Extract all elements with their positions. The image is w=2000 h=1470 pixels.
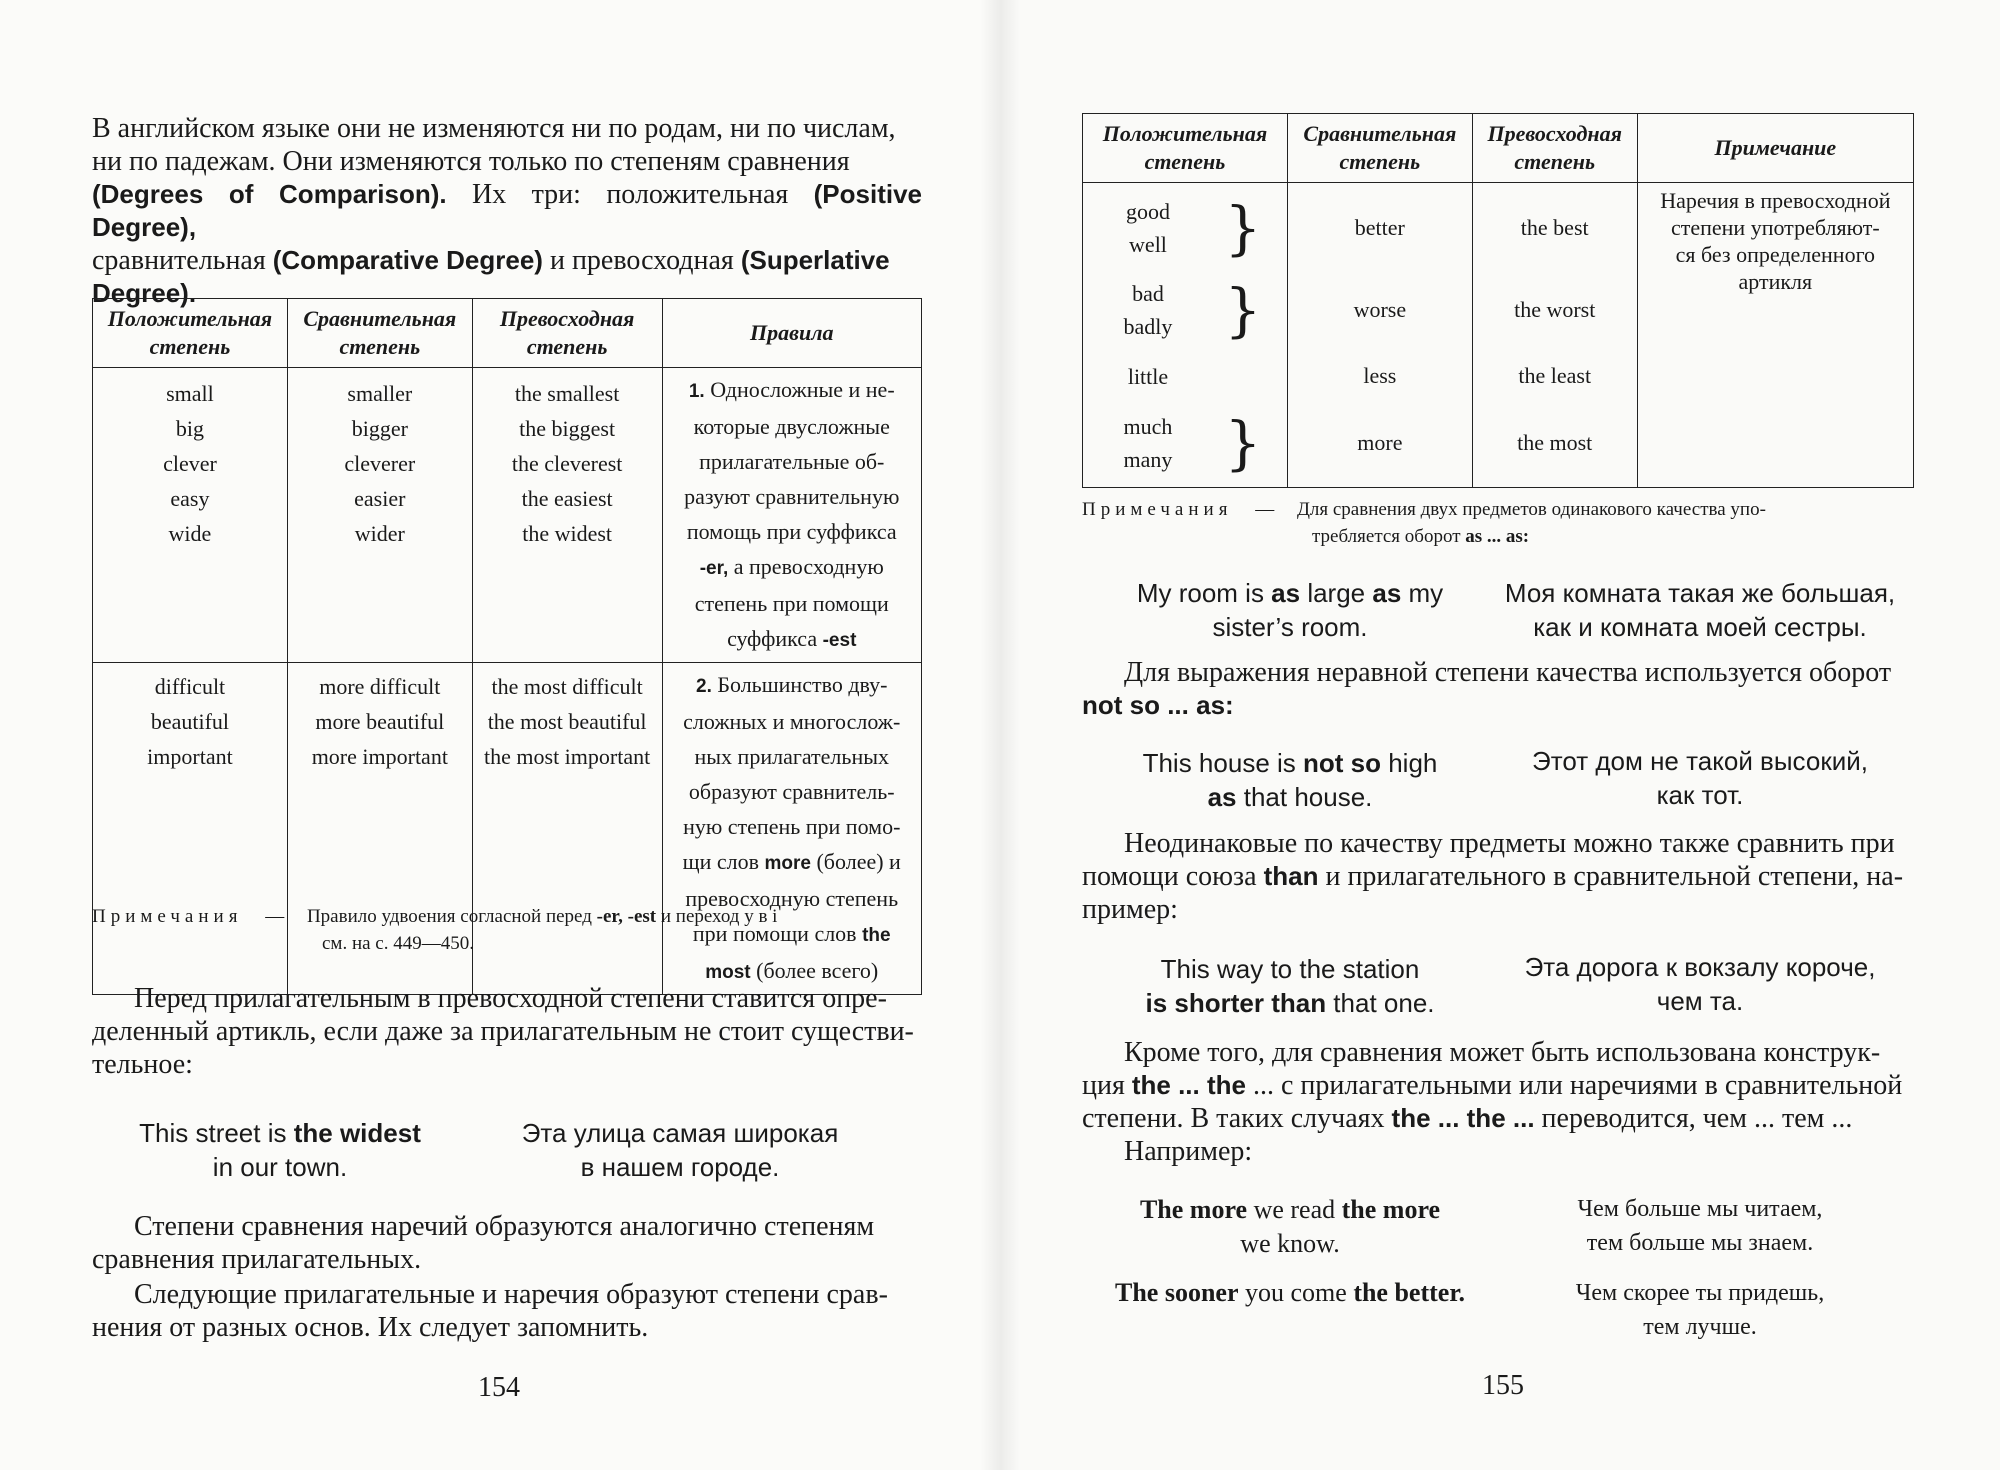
intro-line-4: сравнительная (Comparative Degree) и превосходная (Superlative (92, 245, 890, 276)
cell-comparative-2: more difficult more beautiful more important (287, 663, 472, 995)
intro-line-3: (Degrees of Comparison). Их три: положительная (Positive Degree), (92, 179, 923, 242)
example-ru-the-more: Чем больше мы читаем, тем больше мы знаем. (1577, 1196, 1823, 1256)
col-header-positive: Положительная степень (93, 299, 288, 368)
not-so-as-paragraph: Для выражения неравной степени качества используется оборот not so ... as: (1082, 657, 1892, 720)
intro-line-2: ни по падежам. Они изменяются только по степеням сравнения (92, 146, 850, 177)
col-header-superlative: Превосходная степень (1472, 114, 1637, 183)
example-en-the-sooner: The sooner you come the better. (1115, 1278, 1465, 1307)
col-header-note: Примечание (1637, 114, 1913, 183)
adverbs-paragraph: Степени сравнения наречий образуются аналогично степеням сравнения прилагательных. (92, 1211, 875, 1275)
right-note: Примечания — Для сравнения двух предметов одинакового качества упо- требляется оборот as ... as: (1082, 499, 1766, 547)
cell-rule-1: 1. Односложные и не- которые двусложные прилагательные об- разуют сравнительную помощь при суффикса -er, а превосходную степень при помощи суффикса -est (662, 368, 922, 663)
cell-comparative-irregular: better worse less more (1287, 183, 1472, 488)
intro-paragraph (92, 112, 922, 310)
left-note: Примечания — Правило удвоения согласной перед -er, -est и переход у в i см. на с. 449—450. (92, 906, 778, 954)
than-paragraph: Неодинаковые по качеству предметы можно также сравнить при помощи союза than и прилагательного в сравнительной степени, на- пример: (1082, 828, 1904, 925)
example-ru-than: Эта дорога к вокзалу короче, чем та. (1524, 952, 1876, 1016)
irregular-comparison-table (1082, 113, 1914, 488)
brace-much-many: } (1224, 409, 1262, 477)
brace-good-well: } (1224, 194, 1262, 262)
superlative-article-paragraph: Перед прилагательным в превосходной степени ставится опре- деленный артикль, если даже за прилагательным не стоит существи- тельное: (92, 983, 914, 1080)
note-label: Примечания (1082, 499, 1233, 520)
example-en-widest: This street is the widest in our town. (139, 1118, 421, 1182)
cell-positive-irregular: good well } bad badly } little much many } (1083, 183, 1288, 488)
cell-superlative-irregular: the best the worst the least the most (1472, 183, 1637, 488)
example-ru-as-as: Моя комната такая же большая, как и комната моей сестры. (1504, 578, 1896, 642)
the-the-paragraph: Кроме того, для сравнения может быть использована конструк- ция the ... the ... с прилагательными или наречиями в сравнительной степени. В таких случаях the ... the ... переводится, чем ... тем ... Например: (1082, 1037, 1903, 1167)
irregular-paragraph: Следующие прилагательные и наречия образуют степени срав- нения от разных основ. Их следует запомнить. (92, 1279, 888, 1343)
cell-superlative-2: the most difficult the most beautiful the most important (472, 663, 662, 995)
col-header-rules: Правила (662, 299, 922, 368)
col-header-comparative: Сравнительная степень (1287, 114, 1472, 183)
example-ru-the-sooner: Чем скорее ты придешь, тем лучше. (1575, 1280, 1825, 1340)
cell-rule-2: 2. Большинство дву- сложных и многослож- ных прилагательных образуют сравнитель- ную степень при помо- щи слов more (более) и превосходную степень при помощи слов the most (более всего) (662, 663, 922, 995)
col-header-superlative: Превосходная степень (472, 299, 662, 368)
cell-note-irregular: Наречия в превосходной степени употребляют- ся без определенного артикля (1637, 183, 1913, 488)
example-en-not-so: This house is not so high as that house. (1142, 748, 1438, 812)
col-header-comparative: Сравнительная степень (287, 299, 472, 368)
page-number-right: 155 (1482, 1370, 1524, 1401)
comparison-table-adjectives (92, 298, 922, 995)
cell-positive-1: small big clever easy wide (93, 368, 288, 663)
cell-comparative-1: smaller bigger cleverer easier wider (287, 368, 472, 663)
example-ru-widest: Эта улица самая широкая в нашем городе. (521, 1118, 839, 1182)
cell-superlative-1: the smallest the biggest the cleverest the easiest the widest (472, 368, 662, 663)
cell-positive-2: difficult beautiful important (93, 663, 288, 995)
example-en-as-as: My room is as large as my sister’s room. (1136, 578, 1444, 642)
example-ru-not-so: Этот дом не такой высокий, как тот. (1532, 746, 1868, 810)
example-en-than: This way to the station is shorter than that one. (1145, 954, 1435, 1018)
intro-line-5: Degree). (92, 278, 197, 308)
book-gutter (980, 0, 1020, 1470)
page-number-left: 154 (478, 1372, 520, 1403)
note-label: Примечания (92, 906, 243, 927)
intro-line-1: В английском языке они не изменяются ни по родам, ни по числам, (92, 113, 896, 144)
brace-bad-badly: } (1224, 276, 1262, 344)
col-header-positive: Положительная степень (1083, 114, 1288, 183)
example-en-the-more: The more we read the more we know. (1139, 1195, 1441, 1258)
